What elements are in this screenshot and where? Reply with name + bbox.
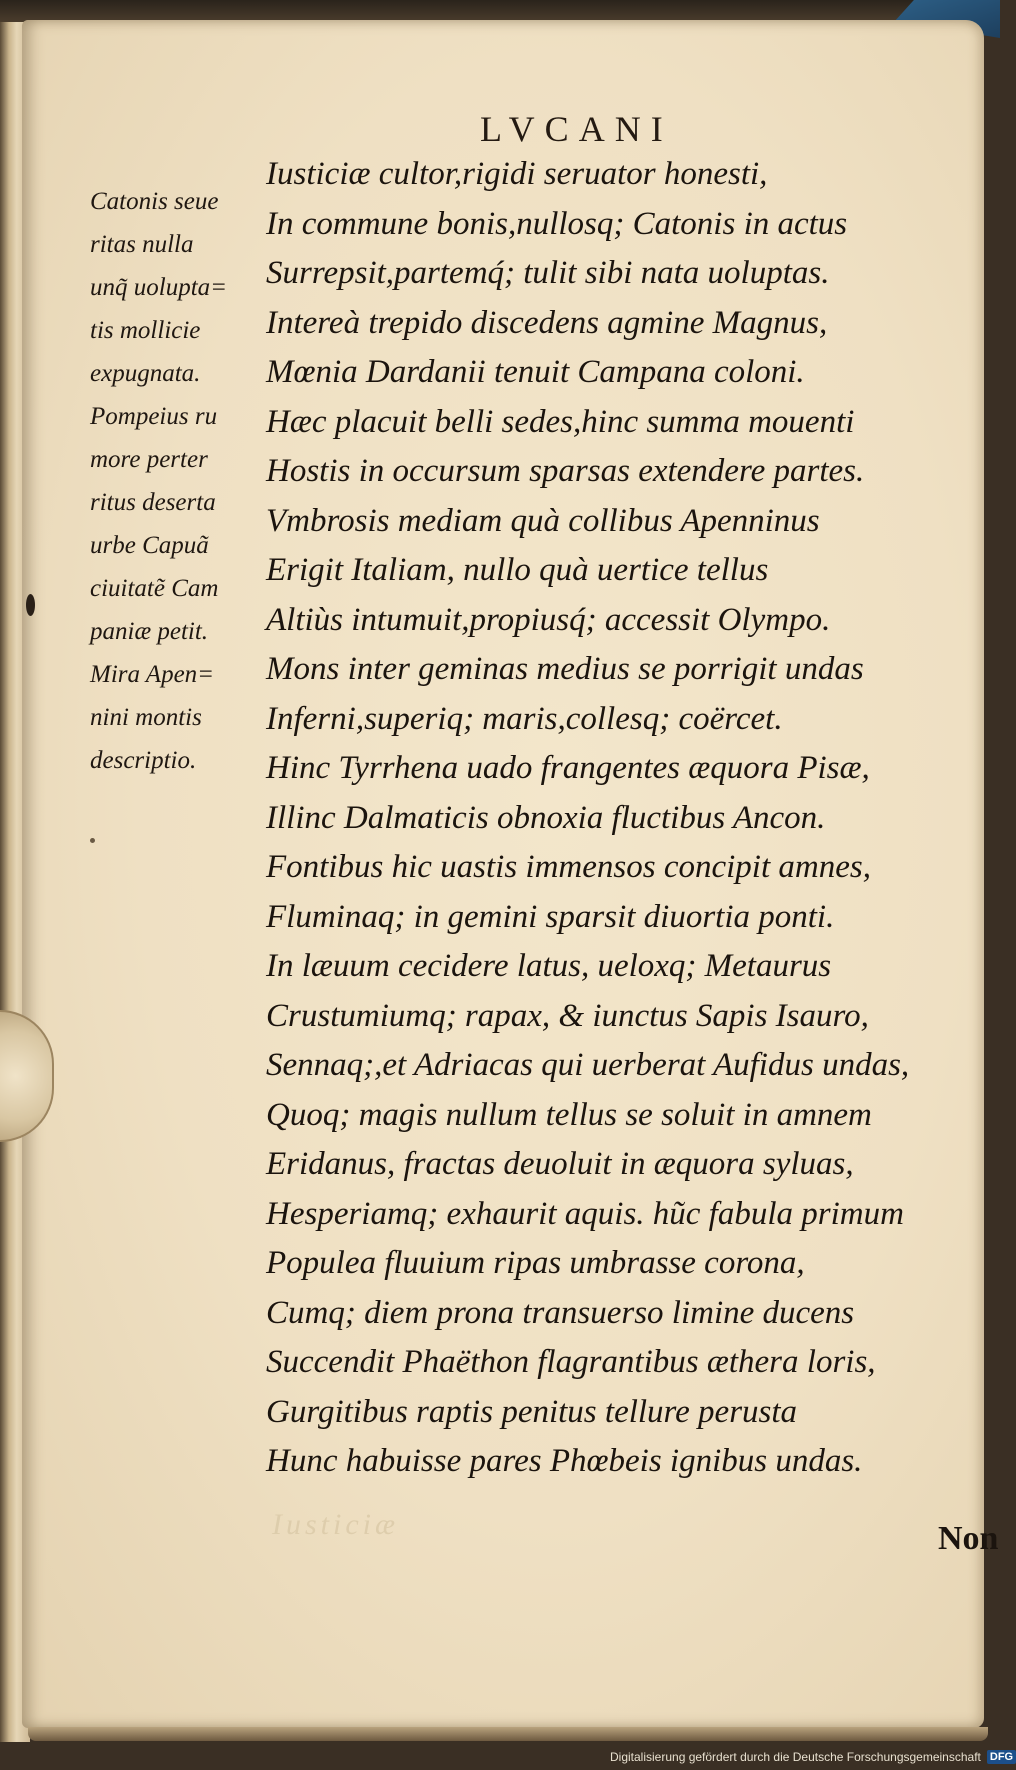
dfg-logo: DFG [987, 1750, 1016, 1764]
digitization-footer [610, 1750, 1016, 1764]
verse-line: Altiùs intumuit,propiusq́; accessit Olympo. [266, 601, 831, 638]
footer-credit: Digitalisierung gefördert durch die Deutsche Forschungsgemeinschaft [610, 1750, 981, 1764]
marginal-note-line: Mira Apen= [90, 661, 215, 688]
page-bottom-edge [28, 1727, 988, 1741]
verse-line: Inferni,superiq; maris,collesq; coërcet. [266, 700, 783, 737]
marginal-note-line: descriptio. [90, 747, 197, 774]
verse-text [266, 150, 986, 1487]
verse-line: Crustumiumq; rapax, & iunctus Sapis Isauro, [266, 997, 869, 1034]
ink-spot [90, 838, 95, 843]
verse-line: Mœnia Dardanii tenuit Campana coloni. [266, 354, 805, 390]
verse-line: Cumq; diem prona transuerso limine ducens [266, 1294, 855, 1331]
marginal-note-line: expugnata. [90, 360, 201, 387]
verse-line: Quoq; magis nullum tellus se soluit in amnem [266, 1096, 872, 1133]
verse-line: Fluminaq; in gemini sparsit diuortia ponti. [266, 898, 835, 935]
verse-line: In læuum cecidere latus, ueloxq; Metaurus [266, 948, 832, 984]
verse-line: Hæc placuit belli sedes,hinc summa mouenti [266, 403, 855, 440]
marginal-note-line: Pompeius ru [90, 403, 218, 430]
bleed-through-text: Iusticiæ [272, 1508, 399, 1541]
verse-line: Fontibus hic uastis immensos concipit amnes, [266, 849, 871, 885]
verse-line: Illinc Dalmaticis obnoxia fluctibus Ancon. [266, 799, 826, 836]
verse-line: Erigit Italiam, nullo quà uertice tellus [266, 552, 769, 588]
verse-line: In commune bonis,nullosq; Catonis in actus [266, 205, 848, 242]
marginal-note-line: ciuitatẽ Cam [90, 575, 219, 602]
verse-line: Populea fluuium ripas umbrasse corona, [266, 1245, 805, 1281]
verse-line: Sennaq;,et Adriacas qui uerberat Aufidus undas, [266, 1047, 910, 1083]
verse-line: Hostis in occursum sparsas extendere partes. [266, 453, 865, 489]
verse-line: Eridanus, fractas deuoluit in æquora syluas, [266, 1146, 854, 1182]
marginal-note-line: paniæ petit. [90, 618, 209, 645]
marginal-note-line: ritus deserta [90, 489, 216, 516]
marginal-notes [90, 180, 270, 782]
marginal-note-line: more perter [90, 446, 208, 473]
catchword: Non [938, 1520, 999, 1557]
verse-line: Intereà trepido discedens agmine Magnus, [266, 304, 828, 341]
marginal-note-line: ritas nulla [90, 231, 194, 258]
verse-line: Surrepsit,partemq́; tulit sibi nata uoluptas. [266, 255, 830, 291]
marginal-note-line: urbe Capuã [90, 532, 209, 559]
verse-line: Succendit Phaëthon flagrantibus æthera loris, [266, 1344, 876, 1380]
verse-line: Gurgitibus raptis penitus tellure perusta [266, 1393, 798, 1430]
verse-line: Hinc Tyrrhena uado frangentes æquora Pisæ, [266, 750, 870, 786]
marginal-note-line: Catonis seue [90, 188, 219, 215]
verse-line: Iusticiæ cultor,rigidi seruator honesti, [266, 156, 768, 192]
marginal-note-line: unq̃ uolupta= [90, 274, 228, 301]
verse-line: Vmbrosis mediam quà collibus Apenninus [266, 502, 820, 539]
scan-background-top [0, 0, 1000, 22]
running-head: LVCANI [480, 109, 673, 149]
ink-spot [26, 594, 35, 616]
marginal-note-line: tis mollicie [90, 317, 201, 344]
marginal-note-line: nini montis [90, 704, 202, 731]
verse-line: Mons inter geminas medius se porrigit undas [266, 651, 864, 687]
verse-line: Hesperiamq; exhaurit aquis. hũc fabula primum [266, 1195, 904, 1232]
verse-line: Hunc habuisse pares Phœbeis ignibus undas. [266, 1443, 863, 1479]
